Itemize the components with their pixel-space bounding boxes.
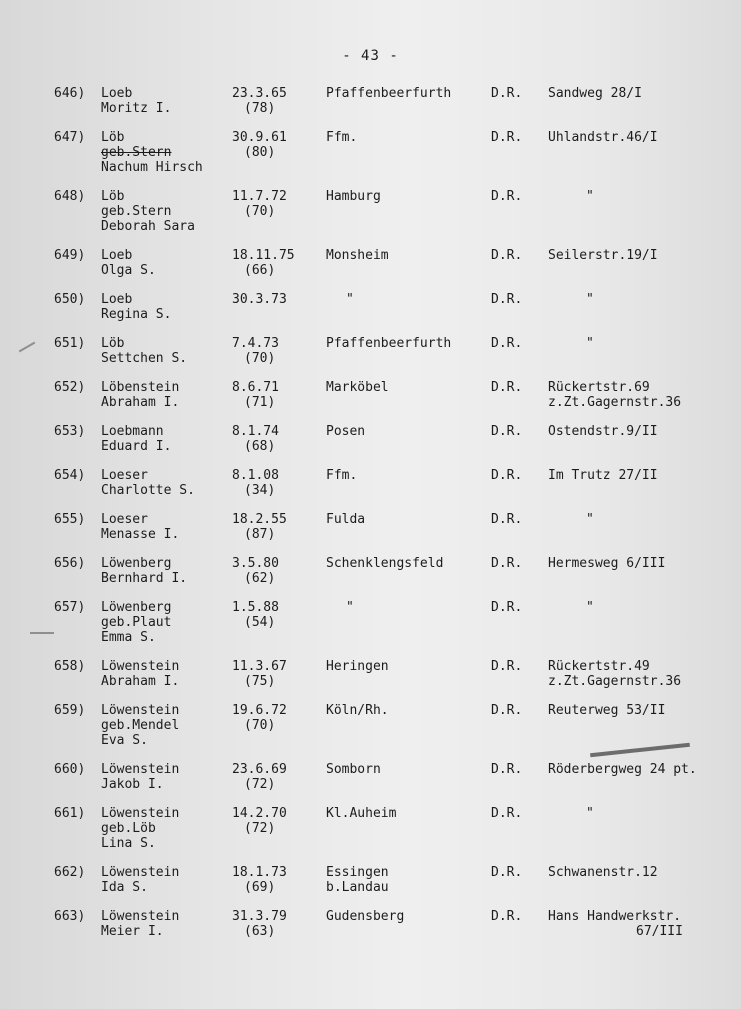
entry-birthdate [232,424,322,454]
birth-date: 18.2.55 [232,512,287,527]
birth-date: 23.6.69 [232,762,287,777]
name-line: Deborah Sara [101,219,195,234]
entry-number: 646) [54,86,86,101]
entry-nationality: D.R. [491,659,523,674]
name-line: Löwenstein [101,703,180,718]
age: (70) [244,204,276,219]
name-line: Moritz I. [101,101,172,116]
entry-number: 659) [54,703,86,718]
place-line: Pfaffenbeerfurth [326,86,452,101]
name-line: Löwenstein [101,659,180,674]
age: (69) [244,880,276,895]
list-item [0,248,741,278]
entry-birthplace [326,248,486,263]
entry-name [101,380,221,410]
entry-number: 650) [54,292,86,307]
list-item [0,424,741,454]
entry-nationality: D.R. [491,292,523,307]
entry-nationality: D.R. [491,512,523,527]
address-line: " [586,292,594,307]
entry-birthdate [232,512,322,542]
entry-birthplace [326,468,486,483]
entry-number: 654) [54,468,86,483]
entry-nationality: D.R. [491,424,523,439]
address-line: Schwanenstr.12 [548,865,658,880]
entry-address [548,806,736,821]
entry-birthplace [326,512,486,527]
entry-number: 656) [54,556,86,571]
entry-birthdate [232,468,322,498]
entry-address [548,556,736,571]
scan-mark [30,632,54,634]
list-item [0,512,741,542]
entry-birthdate [232,762,322,792]
place-line: Essingen [326,865,389,880]
name-line: geb.Stern [101,145,172,160]
entry-name [101,762,221,792]
entry-number: 660) [54,762,86,777]
entry-nationality: D.R. [491,909,523,924]
name-line: geb.Plaut [101,615,172,630]
age: (54) [244,615,276,630]
entry-birthdate [232,248,322,278]
entry-list [0,86,741,953]
place-line: Gudensberg [326,909,405,924]
entry-birthdate [232,600,322,630]
name-line: Bernhard I. [101,571,188,586]
place-line: Köln/Rh. [326,703,389,718]
name-line: Abraham I. [101,674,180,689]
entry-nationality: D.R. [491,130,523,145]
address-line: Seilerstr.19/I [548,248,658,263]
entry-address [548,189,736,204]
address-line: " [586,806,594,821]
entry-birthdate [232,292,322,307]
entry-birthplace [326,865,486,895]
name-line: Charlotte S. [101,483,195,498]
address-line: " [586,600,594,615]
address-line: Rückertstr.49 [548,659,650,674]
age: (63) [244,924,276,939]
entry-birthdate [232,189,322,219]
address-line: Rückertstr.69 [548,380,650,395]
address-line: Ostendstr.9/II [548,424,658,439]
age: (62) [244,571,276,586]
entry-number: 657) [54,600,86,615]
entry-birthplace [326,659,486,674]
entry-name [101,865,221,895]
entry-number: 662) [54,865,86,880]
place-line: Posen [326,424,366,439]
place-line: Kl.Auheim [326,806,397,821]
list-item [0,659,741,689]
name-line: Menasse I. [101,527,180,542]
birth-date: 11.7.72 [232,189,287,204]
list-item [0,130,741,175]
birth-date: 18.1.73 [232,865,287,880]
birth-date: 18.11.75 [232,248,295,263]
name-line: Löwenstein [101,909,180,924]
entry-birthplace [326,703,486,718]
entry-number: 655) [54,512,86,527]
address-line: Uhlandstr.46/I [548,130,658,145]
entry-birthdate [232,806,322,836]
entry-birthdate [232,380,322,410]
birth-date: 14.2.70 [232,806,287,821]
name-line: Abraham I. [101,395,180,410]
list-item [0,86,741,116]
address-line: Röderbergweg 24 pt. [548,762,697,777]
entry-name [101,86,221,116]
place-line: " [346,292,354,307]
address-line: " [586,512,594,527]
place-line: Somborn [326,762,381,777]
age: (34) [244,483,276,498]
address-line: Im Trutz 27/II [548,468,658,483]
entry-name [101,600,221,645]
name-line: Eduard I. [101,439,172,454]
birth-date: 8.1.08 [232,468,279,483]
place-line: Ffm. [326,468,358,483]
entry-address [548,512,736,527]
entry-number: 648) [54,189,86,204]
age: (87) [244,527,276,542]
place-line: Marköbel [326,380,389,395]
name-line: Nachum Hirsch [101,160,203,175]
entry-name [101,659,221,689]
birth-date: 30.3.73 [232,292,287,307]
birth-date: 8.6.71 [232,380,279,395]
list-item [0,556,741,586]
entry-nationality: D.R. [491,380,523,395]
entry-address [548,424,736,439]
entry-name [101,336,221,366]
name-line: Loebmann [101,424,164,439]
name-line: Löwenberg [101,600,172,615]
name-line: geb.Stern [101,204,172,219]
birth-date: 1.5.88 [232,600,279,615]
name-line: geb.Mendel [101,718,180,733]
birth-date: 3.5.80 [232,556,279,571]
entry-birthdate [232,865,322,895]
entry-birthdate [232,130,322,160]
entry-name [101,512,221,542]
entry-birthplace [326,336,486,351]
entry-birthplace [326,600,486,615]
list-item [0,292,741,322]
age: (72) [244,821,276,836]
entry-address [548,600,736,615]
address-line: Hermesweg 6/III [548,556,666,571]
entry-birthplace [326,130,486,145]
age: (68) [244,439,276,454]
entry-name [101,292,221,322]
entry-name [101,248,221,278]
entry-birthplace [326,556,486,571]
name-line: Löbenstein [101,380,180,395]
birth-date: 7.4.73 [232,336,279,351]
address-line: z.Zt.Gagernstr.36 [548,674,682,689]
entry-address [548,380,736,410]
list-item [0,189,741,234]
address-line: " [586,189,594,204]
address-line: z.Zt.Gagernstr.36 [548,395,682,410]
age: (70) [244,351,276,366]
address-line: Reuterweg 53/II [548,703,666,718]
entry-birthdate [232,909,322,939]
age: (78) [244,101,276,116]
name-line: Loeb [101,86,133,101]
name-line: Loeser [101,512,148,527]
entry-address [548,909,736,939]
entry-birthplace [326,909,486,924]
entry-nationality: D.R. [491,703,523,718]
address-line: Hans Handwerkstr. [548,909,682,924]
name-line: Jakob I. [101,777,164,792]
entry-nationality: D.R. [491,336,523,351]
name-line: Löwenberg [101,556,172,571]
entry-number: 653) [54,424,86,439]
birth-date: 31.3.79 [232,909,287,924]
age: (80) [244,145,276,160]
entry-birthplace [326,380,486,395]
entry-address [548,130,736,145]
entry-name [101,556,221,586]
place-line: " [346,600,354,615]
entry-nationality: D.R. [491,806,523,821]
entry-number: 647) [54,130,86,145]
entry-birthdate [232,86,322,116]
name-line: Loeb [101,292,133,307]
entry-address [548,468,736,483]
entry-nationality: D.R. [491,865,523,880]
age: (72) [244,777,276,792]
entry-name [101,130,221,175]
name-line: Löwenstein [101,865,180,880]
birth-date: 11.3.67 [232,659,287,674]
entry-nationality: D.R. [491,556,523,571]
entry-name [101,806,221,851]
address-line: Sandweg 28/I [548,86,642,101]
place-line: Hamburg [326,189,381,204]
age: (70) [244,718,276,733]
entry-birthdate [232,659,322,689]
list-item [0,380,741,410]
birth-date: 8.1.74 [232,424,279,439]
place-line: b.Landau [326,880,389,895]
entry-name [101,909,221,939]
name-line: Lina S. [101,836,156,851]
entry-name [101,703,221,748]
entry-nationality: D.R. [491,86,523,101]
entry-number: 658) [54,659,86,674]
entry-birthplace [326,424,486,439]
name-line: geb.Löb [101,821,156,836]
entry-address [548,865,736,880]
entry-name [101,189,221,234]
entry-number: 652) [54,380,86,395]
place-line: Fulda [326,512,366,527]
entry-nationality: D.R. [491,189,523,204]
page-number: - 43 - [342,48,399,64]
list-item [0,600,741,645]
entry-birthplace [326,86,486,101]
age: (66) [244,263,276,278]
name-line: Löwenstein [101,762,180,777]
name-line: Regina S. [101,307,172,322]
place-line: Heringen [326,659,389,674]
birth-date: 23.3.65 [232,86,287,101]
list-item [0,762,741,792]
place-line: Schenklengsfeld [326,556,444,571]
entry-number: 663) [54,909,86,924]
name-line: Ida S. [101,880,148,895]
list-item [0,703,741,748]
name-line: Löb [101,189,125,204]
entry-address [548,86,736,101]
entry-birthdate [232,556,322,586]
address-line: " [586,336,594,351]
entry-nationality: D.R. [491,468,523,483]
name-line: Meier I. [101,924,164,939]
name-line: Eva S. [101,733,148,748]
name-line: Löb [101,130,125,145]
birth-date: 30.9.61 [232,130,287,145]
place-line: Pfaffenbeerfurth [326,336,452,351]
entry-birthdate [232,336,322,366]
entry-birthplace [326,292,486,307]
entry-address [548,292,736,307]
list-item [0,909,741,939]
entry-name [101,468,221,498]
birth-date: 19.6.72 [232,703,287,718]
entry-nationality: D.R. [491,600,523,615]
name-line: Löb [101,336,125,351]
entry-address [548,762,736,777]
entry-address [548,336,736,351]
entry-birthdate [232,703,322,733]
place-line: Ffm. [326,130,358,145]
entry-address [548,703,736,718]
entry-birthplace [326,806,486,821]
address-line: 67/III [636,924,683,939]
entry-name [101,424,221,454]
entry-nationality: D.R. [491,762,523,777]
name-line: Olga S. [101,263,156,278]
entry-birthplace [326,189,486,204]
entry-birthplace [326,762,486,777]
list-item [0,865,741,895]
name-line: Loeser [101,468,148,483]
list-item [0,468,741,498]
list-item [0,806,741,851]
entry-address [548,659,736,689]
name-line: Loeb [101,248,133,263]
list-item [0,336,741,366]
entry-nationality: D.R. [491,248,523,263]
place-line: Monsheim [326,248,389,263]
entry-number: 649) [54,248,86,263]
age: (75) [244,674,276,689]
name-line: Emma S. [101,630,156,645]
name-line: Settchen S. [101,351,188,366]
age: (71) [244,395,276,410]
entry-address [548,248,736,263]
entry-number: 661) [54,806,86,821]
entry-number: 651) [54,336,86,351]
name-line: Löwenstein [101,806,180,821]
